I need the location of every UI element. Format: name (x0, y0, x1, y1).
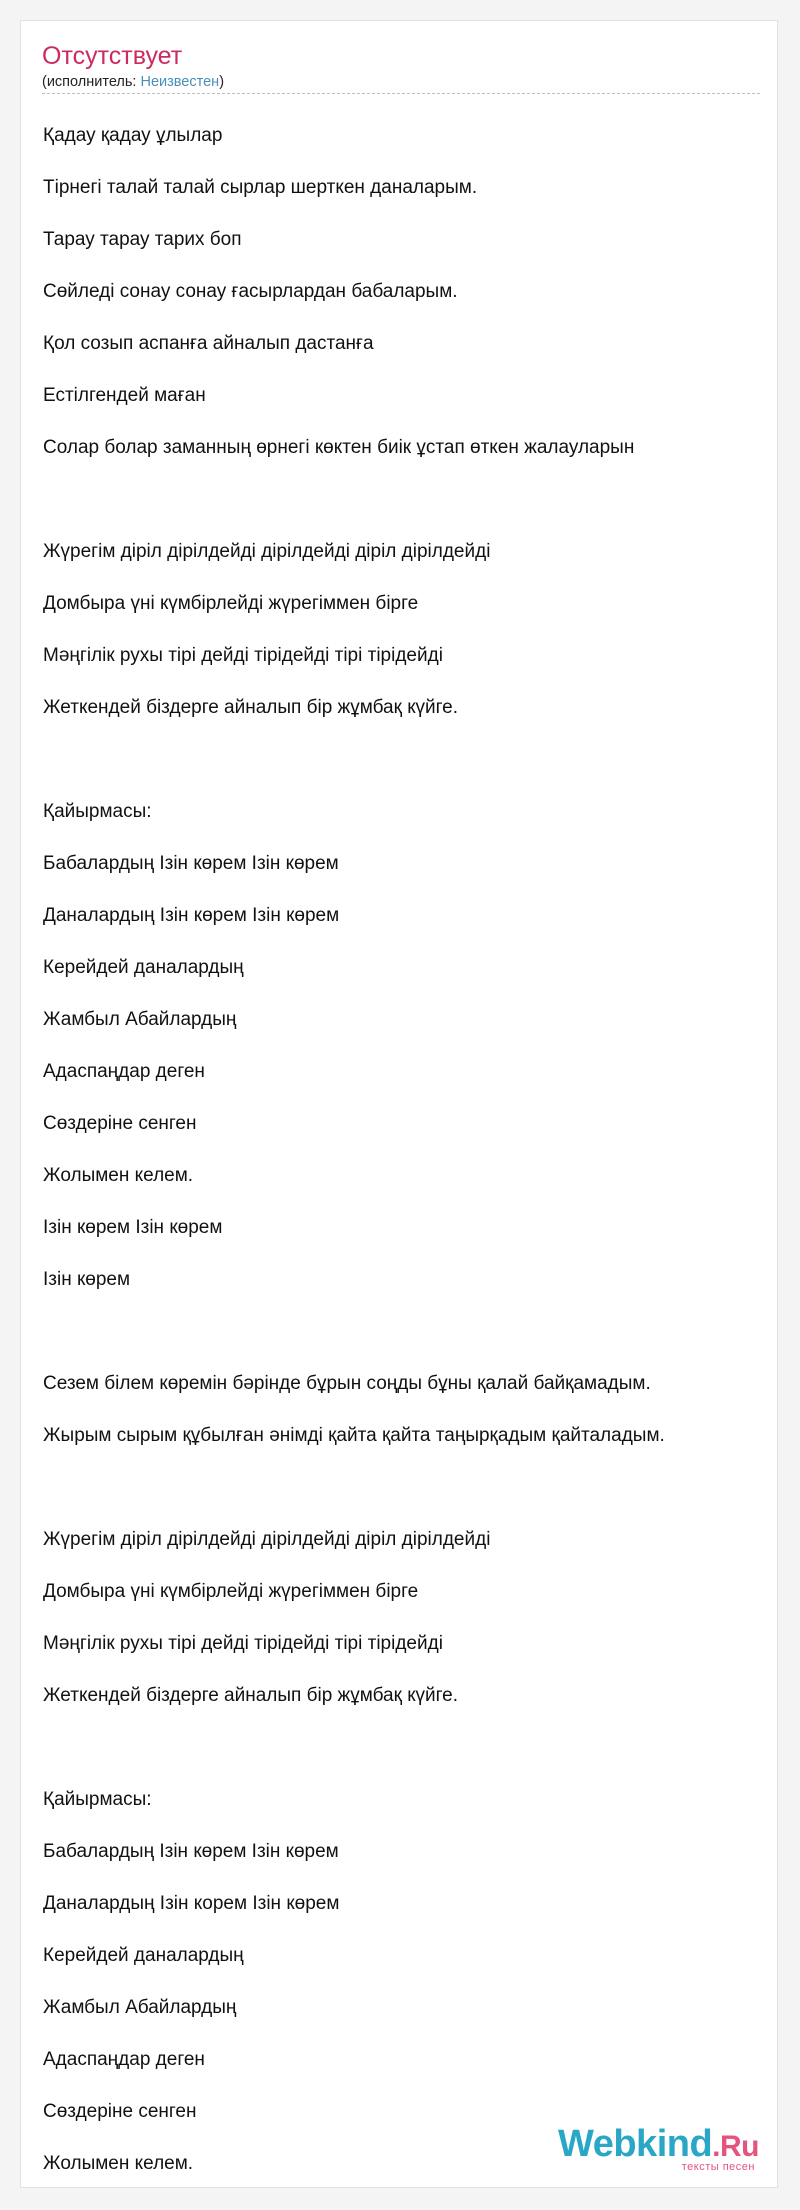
lyric-line: Сөйледі сонау сонау ғасырлардан бабаларым. (43, 281, 458, 302)
lyric-line: Қайырмасы: (43, 801, 152, 822)
lyric-line: Мәңгілік рухы тірі дейді тірідейді тірі тірідейді (43, 645, 443, 666)
song-title: Отсутствует (42, 42, 183, 70)
lyric-line: Мәңгілік рухы тірі дейді тірідейді тірі тірідейді (43, 1633, 443, 1654)
logo-domain: .Ru (712, 2130, 759, 2163)
lyric-line: Ізін көрем Ізін көрем (43, 1217, 223, 1238)
lyric-line: Бабалардың Ізін көрем Ізін көрем (43, 853, 339, 874)
lyric-line: Даналардың Ізін көрем Ізін көрем (43, 905, 340, 926)
lyric-line: Керейдей даналардың (43, 1945, 244, 1966)
lyric-line: Жырым сырым құбылған әнімді қайта қайта таңырқадым қайталадым. (43, 1425, 665, 1446)
lyric-line: Домбыра үні күмбірлейді жүрегіммен бірге (43, 1581, 419, 1602)
lyric-line: Қайырмасы: (43, 1789, 152, 1810)
lyric-line: Жамбыл Абайлардың (43, 1997, 237, 2018)
lyric-line: Тарау тарау тарих боп (43, 229, 242, 250)
lyric-line: Керейдей даналардың (43, 957, 244, 978)
artist-prefix: (исполнитель: (42, 74, 141, 90)
lyric-line: Адаспаңдар деген (43, 1061, 205, 1082)
lyric-line: Қадау қадау ұлылар (43, 125, 223, 146)
artist-suffix: ) (219, 74, 225, 90)
divider (42, 93, 760, 94)
lyric-line: Жолымен келем. (43, 2153, 194, 2174)
lyric-line: Жамбыл Абайлардың (43, 1009, 237, 1030)
lyric-line: Сөздеріне сенген (43, 2101, 197, 2122)
lyric-line: Жеткендей біздерге айналып бір жұмбақ күйге. (43, 697, 459, 718)
lyric-line: Сөздеріне сенген (43, 1113, 197, 1134)
lyric-line: Ізін көрем (43, 1269, 131, 1290)
lyric-line: Адаспаңдар деген (43, 2049, 205, 2070)
lyric-line: Бабалардың Ізін көрем Ізін көрем (43, 1841, 339, 1862)
lyric-line: Домбыра үні күмбірлейді жүрегіммен бірге (43, 593, 419, 614)
lyric-line: Солар болар заманның өрнегі көктен биік ұстап өткен жалауларын (43, 437, 635, 458)
lyric-line: Тірнегі талай талай сырлар шерткен даналарым. (43, 177, 478, 198)
webkind-logo[interactable] (558, 2124, 759, 2173)
artist-link[interactable]: Неизвестен (140, 74, 220, 90)
lyric-line: Даналардың Ізін корем Ізін көрем (43, 1893, 340, 1914)
lyric-line: Сезем білем көремін бәрінде бұрын соңды бұны қалай байқамадым. (43, 1373, 651, 1394)
lyrics-card (20, 20, 778, 2188)
lyric-line: Қол созып аспанға айналып дастанға (43, 333, 374, 354)
logo-main: Webkind (558, 2123, 713, 2165)
lyric-line: Жолымен келем. (43, 1165, 194, 1186)
artist-line (42, 73, 224, 91)
lyric-line: Жүрегім діріл дірілдейді дірілдейді діріл дірілдейді (43, 1529, 491, 1550)
lyric-line: Жеткендей біздерге айналып бір жұмбақ күйге. (43, 1685, 459, 1706)
logo-subtitle: тексты песен (681, 2161, 755, 2173)
lyric-line: Естілгендей маған (43, 385, 206, 406)
lyric-line: Жүрегім діріл дірілдейді дірілдейді діріл дірілдейді (43, 541, 491, 562)
